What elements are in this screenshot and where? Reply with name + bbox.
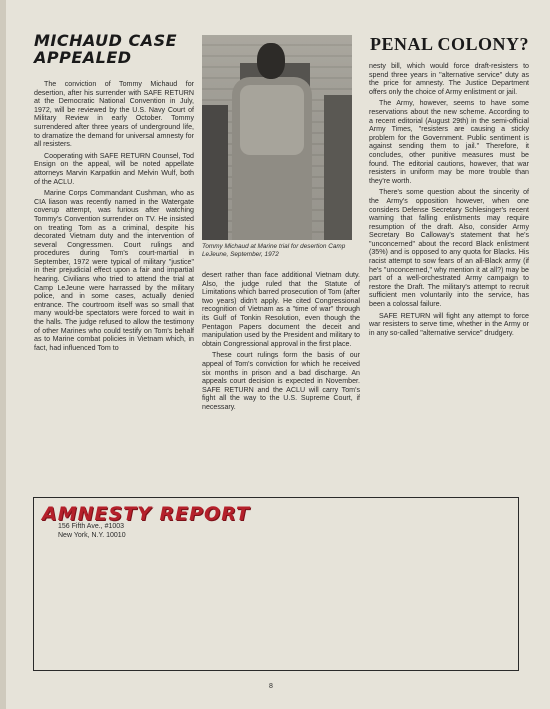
article-column-1 <box>34 80 194 355</box>
headline-michaud-case <box>34 32 199 66</box>
photo-caption: Tommy Michaud at Marine trial for desertion Camp LeJeune, September, 1972 <box>202 243 346 258</box>
paragraph: SAFE RETURN will fight any attempt to force war resisters to serve time, whether in the Army or in any so-called "alternative service" drudgery. <box>369 311 529 337</box>
paragraph: There's some question about the sincerity of the Army's opposition however, when one considers Defense Secretary Schlesinger's recent warning that falling enlistments may require resumption of the draft. Also, consider Army Secretary Bo Calloway's statement that he's "unconcerned" about the record Black enlistment (35%) and is opposed to any quota for Blacks. His racist attempt to sow fears of an all-Black army (if he's "unconcerned," why mention it at all?) may be part of a well-orchestrated Army campaign to restore the Draft. The military's attempt to recruit sufficient men voluntarily into the service, has been a colossal failure. <box>369 188 529 309</box>
address-line-2: New York, N.Y. 10010 <box>58 532 126 539</box>
page-number: 8 <box>269 683 273 690</box>
headline-penal-colony: PENAL COLONY? <box>370 34 530 54</box>
amnesty-report-logo: AMNESTY REPORT <box>42 503 250 525</box>
page-edge <box>0 0 6 709</box>
paragraph: Cooperating with SAFE RETURN Counsel, Tod Ensign on the appeal, will be noted appellate attorneys Marvin Karpatkin and Melvin Wulf, both of the ACLU. <box>34 151 194 186</box>
article-column-2 <box>202 271 360 415</box>
paragraph: The Army, however, seems to have some reservations about the new scheme. According to a recent editorial (August 29th) in the semi-official Army Times, "resisters are causing a sticky problem for the Government. Public sentiment is against sending them to jail." Therefore, it concludes, other punitive measures must be found. The editorial cautions, however, that war resisters in uniform may be more trouble than they're worth. <box>369 99 529 185</box>
address-line-1: 156 Fifth Ave., #1003 <box>58 523 125 530</box>
return-address <box>58 522 126 540</box>
headline-line-2: APPEALED <box>34 48 132 67</box>
article-column-3 <box>369 62 529 340</box>
paragraph: These court rulings form the basis of our appeal of Tom's conviction for which he received six months in prison and a bad discharge. An appeals court decision is expected in November. SAFE RETURN and the ACLU will carry Tom's fight all the way to the U.S. Supreme Court, if necessary. <box>202 351 360 411</box>
paragraph: The conviction of Tommy Michaud for desertion, after his surrender with SAFE RETURN at the Democratic National Convention in July, 1972, will be reviewed by the U.S. Navy Court of Military Review in early October. Tommy surrendered after three years of underground life, to dramatize the demand for universal amnesty for all resisters. <box>34 80 194 149</box>
paragraph: desert rather than face additional Vietnam duty. Also, the judge ruled that the Statute of Limitations which barred prosecution of Tom (after two years) didn't apply. He cited Congressional recognition of Vietnam as a "time of war" through its Gulf of Tonkin Resolution, even though the Pentagon Papers document the deceit and manipulation used by the President and military to obtain Congressional approval in the first place. <box>202 271 360 348</box>
photo-tommy-michaud <box>202 35 352 240</box>
paragraph: nesty bill, which would force draft-resisters to spend three years in "alternative service" duty as the price for amnesty. The Justice Department offers only the choice of Army enlistment or jail. <box>369 62 529 96</box>
headline-line-1: MICHAUD CASE <box>34 31 178 50</box>
paragraph: Marine Corps Commandant Cushman, who as CIA liason was recently named in the Watergate coverup attempt, was furious after watching Tommy's Convention surrender on TV. He insisted on treating Tom as a criminal, despite his decorated Vietnam duty and the intervention of several Congressmen. Court rulings and procedures during Tom's court-martial in September, 1972 were typical of military "justice" in their prejudicial effect upon a fair and impartial hearing. Civilians who tried to attend the trial at Camp LeJeune were harrassed by the military police, and in some cases, actually denied entrance. The courtroom itself was so small that many would-be spectators were forced to wait in the halls. The judge refused to allow the testimony of other Marines who could testify on Tom's behalf as to Marine combat policies in Vietnam which, in fact, had influenced Tom to <box>34 189 194 352</box>
